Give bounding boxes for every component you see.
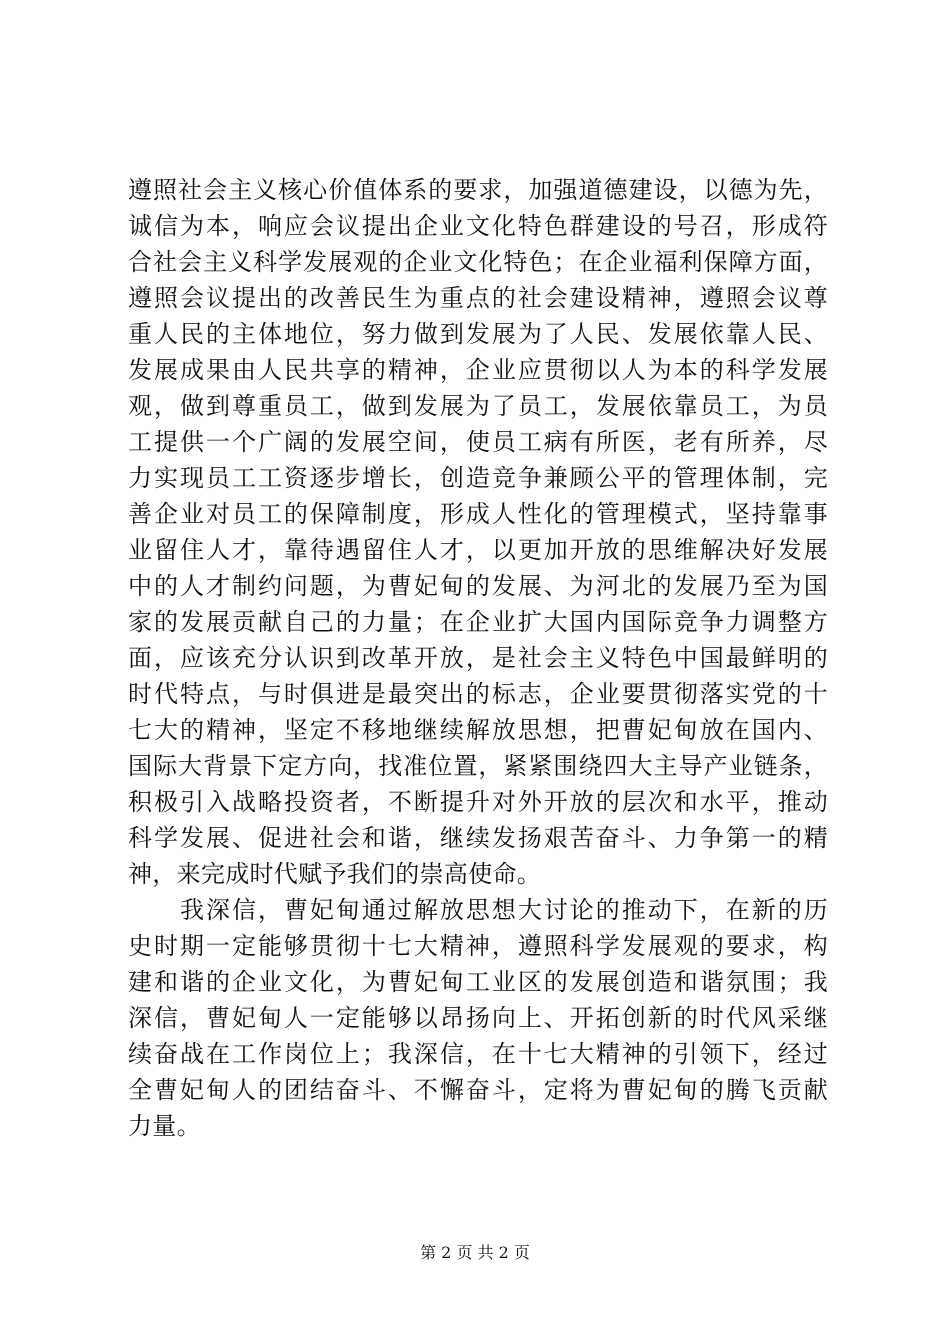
text-line: 合社会主义科学发展观的企业文化特色；在企业福利保障方面， [128,248,828,276]
text-line: 诚信为本，响应会议提出企业文化特色群建设的号召，形成符 [128,212,828,240]
text-line: 时代特点，与时俱进是最突出的标志，企业要贯彻落实党的十 [128,680,828,708]
text-line: 科学发展、促进社会和谐，继续发扬艰苦奋斗、力争第一的精 [128,824,828,852]
text-line: 国际大背景下定方向，找准位置，紧紧围绕四大主导产业链条， [128,752,828,780]
text-line: 遵照会议提出的改善民生为重点的社会建设精神，遵照会议尊 [128,284,828,312]
text-line: 续奋战在工作岗位上；我深信，在十七大精神的引领下，经过 [128,1040,828,1068]
text-line: 重人民的主体地位，努力做到发展为了人民、发展依靠人民、 [128,320,828,348]
text-line: 工提供一个广阔的发展空间，使员工病有所医，老有所养，尽 [128,428,828,456]
text-line: 业留住人才，靠待遇留住人才，以更加开放的思维解决好发展 [128,536,828,564]
text-line: 家的发展贡献自己的力量；在企业扩大国内国际竞争力调整方 [128,608,828,636]
paragraph-2 [128,892,828,1144]
text-line: 观，做到尊重员工，做到发展为了员工，发展依靠员工，为员 [128,392,828,420]
page-number-label: 第 2 页 共 2 页 [420,1243,530,1262]
text-line: 力量。 [128,1112,201,1140]
text-line: 面，应该充分认识到改革开放，是社会主义特色中国最鲜明的 [128,644,828,672]
text-line: 史时期一定能够贯彻十七大精神，遵照科学发展观的要求，构 [128,932,828,960]
text-line: 遵照社会主义核心价值体系的要求，加强道德建设，以德为先， [128,176,828,204]
text-line: 七大的精神，坚定不移地继续解放思想，把曹妃甸放在国内、 [128,716,828,744]
text-line: 全曹妃甸人的团结奋斗、不懈奋斗，定将为曹妃甸的腾飞贡献 [128,1076,828,1104]
text-line: 我深信，曹妃甸通过解放思想大讨论的推动下，在新的历 [180,896,828,924]
document-body [128,172,828,1144]
text-line: 神，来完成时代赋予我们的崇高使命。 [128,860,542,888]
page-footer [0,1242,950,1264]
text-line: 善企业对员工的保障制度，形成人性化的管理模式，坚持靠事 [128,500,828,528]
text-line: 建和谐的企业文化，为曹妃甸工业区的发展创造和谐氛围；我 [128,968,828,996]
text-line: 积极引入战略投资者，不断提升对外开放的层次和水平，推动 [128,788,828,816]
text-line: 力实现员工工资逐步增长，创造竞争兼顾公平的管理体制，完 [128,464,828,492]
paragraph-1 [128,172,828,892]
text-line: 深信，曹妃甸人一定能够以昂扬向上、开拓创新的时代风采继 [128,1004,828,1032]
text-line: 中的人才制约问题，为曹妃甸的发展、为河北的发展乃至为国 [128,572,828,600]
text-line: 发展成果由人民共享的精神，企业应贯彻以人为本的科学发展 [128,356,828,384]
